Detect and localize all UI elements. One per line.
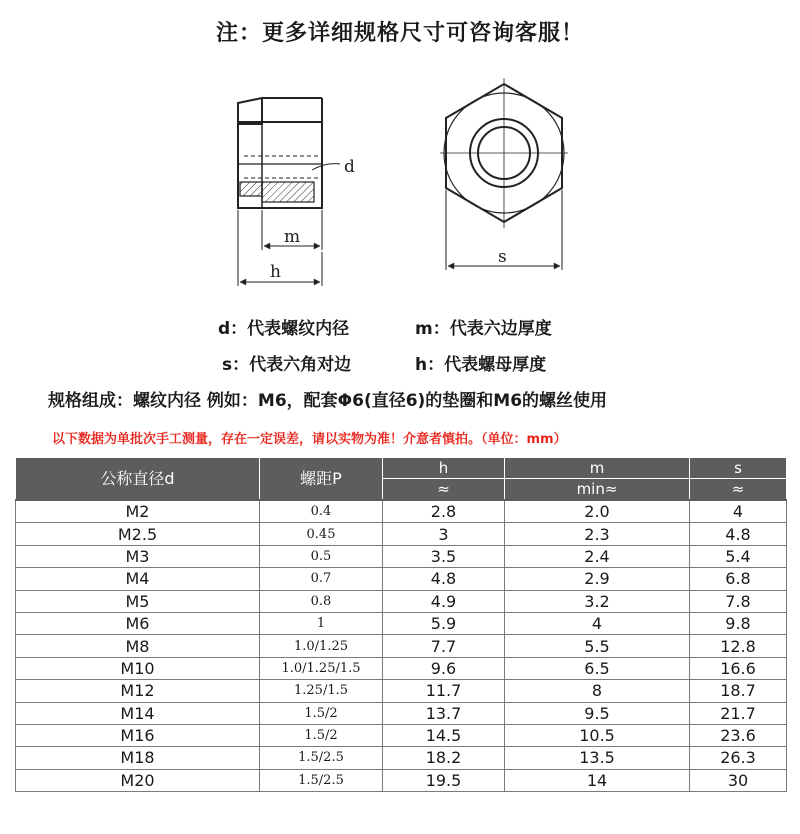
table-row: [16, 590, 787, 612]
header-s: s: [690, 458, 787, 479]
cell-size: M14: [16, 702, 260, 724]
cell-size: M12: [16, 680, 260, 702]
cell-s: 6.8: [690, 568, 787, 590]
cell-h: 4.9: [383, 590, 505, 612]
label-d: d: [344, 157, 355, 177]
cell-pitch: 1.5/2.5: [260, 747, 383, 769]
cell-m: 6.5: [505, 657, 690, 679]
label-h: h: [270, 262, 281, 282]
label-m: m: [284, 227, 301, 247]
cell-h: 3.5: [383, 545, 505, 567]
table-row: [16, 612, 787, 634]
table-row: [16, 702, 787, 724]
cell-h: 2.8: [383, 500, 505, 523]
cell-s: 9.8: [690, 612, 787, 634]
cell-s: 23.6: [690, 724, 787, 746]
cell-pitch: 1.5/2: [260, 702, 383, 724]
cell-s: 5.4: [690, 545, 787, 567]
table-row: [16, 523, 787, 545]
table-row: [16, 747, 787, 769]
legend-d: d：代表螺纹内径: [218, 319, 350, 339]
cell-pitch: 1: [260, 612, 383, 634]
cell-pitch: 1.0/1.25/1.5: [260, 657, 383, 679]
cell-s: 4: [690, 500, 787, 523]
cell-size: M5: [16, 590, 260, 612]
cell-pitch: 0.8: [260, 590, 383, 612]
cell-h: 11.7: [383, 680, 505, 702]
cell-pitch: 0.5: [260, 545, 383, 567]
cell-m: 4: [505, 612, 690, 634]
cell-m: 8: [505, 680, 690, 702]
spec-table-body: [16, 500, 787, 792]
cell-m: 10.5: [505, 724, 690, 746]
cell-h: 3: [383, 523, 505, 545]
cell-h: 14.5: [383, 724, 505, 746]
cell-m: 2.3: [505, 523, 690, 545]
top-view: [440, 78, 568, 270]
cell-m: 9.5: [505, 702, 690, 724]
cell-pitch: 1.5/2: [260, 724, 383, 746]
cell-s: 12.8: [690, 635, 787, 657]
cell-m: 13.5: [505, 747, 690, 769]
cell-size: M4: [16, 568, 260, 590]
table-row: [16, 568, 787, 590]
page-title: 注：更多详细规格尺寸可咨询客服！: [215, 21, 584, 46]
cell-m: 14: [505, 769, 690, 791]
spec-table: [15, 457, 787, 792]
cell-pitch: 1.0/1.25: [260, 635, 383, 657]
cell-size: M3: [16, 545, 260, 567]
cell-pitch: 1.5/2.5: [260, 769, 383, 791]
cell-size: M18: [16, 747, 260, 769]
cell-size: M10: [16, 657, 260, 679]
cell-s: 4.8: [690, 523, 787, 545]
cell-pitch: 1.25/1.5: [260, 680, 383, 702]
legend-m: m：代表六边厚度: [415, 319, 552, 339]
cell-h: 19.5: [383, 769, 505, 791]
cell-h: 13.7: [383, 702, 505, 724]
cell-h: 7.7: [383, 635, 505, 657]
table-row: [16, 769, 787, 791]
cell-h: 18.2: [383, 747, 505, 769]
measurement-note: 以下数据为单批次手工测量，存在一定误差，请以实物为准！介意者慎拍。（单位：mm）: [52, 432, 567, 447]
cell-s: 30: [690, 769, 787, 791]
cell-size: M8: [16, 635, 260, 657]
cell-h: 9.6: [383, 657, 505, 679]
cell-size: M2.5: [16, 523, 260, 545]
cell-size: M6: [16, 612, 260, 634]
cell-size: M16: [16, 724, 260, 746]
header-h-sub: ≈: [383, 479, 505, 501]
cell-s: 21.7: [690, 702, 787, 724]
table-row: [16, 500, 787, 523]
header-m: m: [505, 458, 690, 479]
legend-s: s：代表六角对边: [222, 355, 352, 375]
cell-pitch: 0.7: [260, 568, 383, 590]
table-row: [16, 680, 787, 702]
cell-m: 3.2: [505, 590, 690, 612]
table-row: [16, 635, 787, 657]
cell-s: 7.8: [690, 590, 787, 612]
cell-h: 5.9: [383, 612, 505, 634]
table-row: [16, 545, 787, 567]
header-h: h: [383, 458, 505, 479]
cell-size: M20: [16, 769, 260, 791]
label-s: s: [498, 247, 507, 267]
table-row: [16, 657, 787, 679]
cell-m: 2.9: [505, 568, 690, 590]
cell-pitch: 0.45: [260, 523, 383, 545]
cell-pitch: 0.4: [260, 500, 383, 523]
cell-s: 16.6: [690, 657, 787, 679]
cell-s: 26.3: [690, 747, 787, 769]
cell-size: M2: [16, 500, 260, 523]
header-size: 公称直径d: [16, 458, 260, 501]
header-pitch: 螺距P: [260, 458, 383, 501]
header-m-sub: min≈: [505, 479, 690, 501]
cell-m: 2.4: [505, 545, 690, 567]
cell-s: 18.7: [690, 680, 787, 702]
cell-m: 2.0: [505, 500, 690, 523]
cell-h: 4.8: [383, 568, 505, 590]
header-s-sub: ≈: [690, 479, 787, 501]
side-view: [238, 98, 340, 286]
nut-technical-drawing: [0, 78, 800, 288]
legend-h: h：代表螺母厚度: [415, 355, 547, 375]
table-row: [16, 724, 787, 746]
cell-m: 5.5: [505, 635, 690, 657]
spec-description: 规格组成：螺纹内径 例如：M6，配套Φ6(直径6)的垫圈和M6的螺丝使用: [48, 391, 608, 411]
